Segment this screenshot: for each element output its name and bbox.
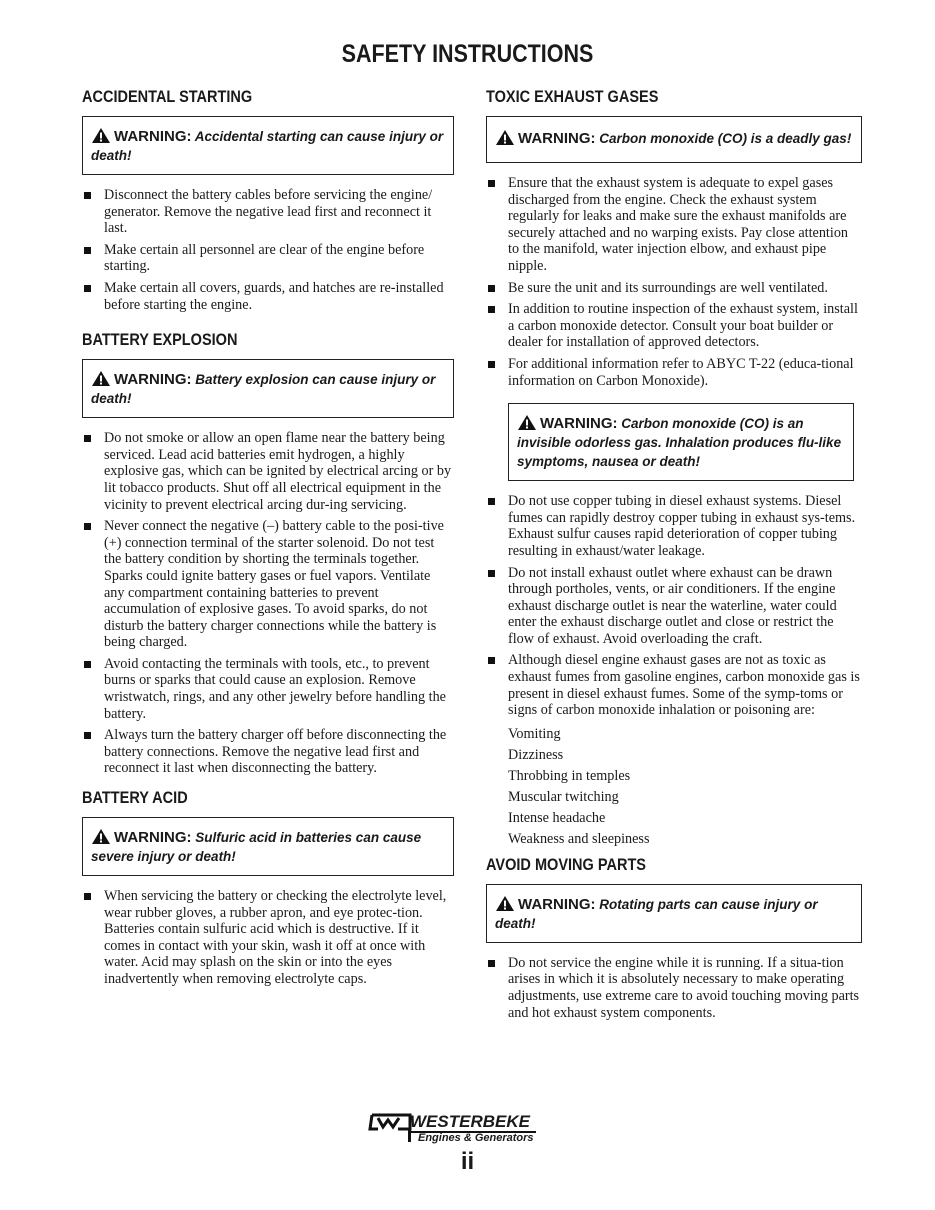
list-item: Do not install exhaust outlet where exhaust can be drawn through portholes, vents, or air conditioners. If the engine exhaust discharge outlet is near the waterline, water could enter the exhaust discharge outlet and close or restrict the flow of exhaust. Avoid overloading the craft.: [486, 565, 862, 648]
bullet-list-battery-acid: [82, 888, 454, 988]
left-column: [82, 88, 454, 993]
warning-box-toxic-exhaust: [486, 116, 862, 163]
warning-box-co-invisible: [508, 403, 854, 481]
list-item: Disconnect the battery cables before servicing the engine/ generator. Remove the negative lead first and reconnect it last.: [82, 187, 454, 237]
westerbeke-logo: [368, 1112, 534, 1147]
list-item: Make certain all covers, guards, and hatches are re-installed before starting the engine.: [82, 280, 454, 313]
page-number: ii: [460, 1148, 475, 1175]
warning-label: WARNING:: [518, 130, 596, 147]
symptom-item: Intense headache: [508, 809, 606, 826]
warning-text: Carbon monoxide (CO) is an invisible odorless gas. Inhalation produces flu-like symptoms, nausea or death!: [517, 416, 842, 470]
section-heading-avoid-moving-parts: AVOID MOVING PARTS: [486, 855, 647, 874]
list-item: Ensure that the exhaust system is adequate to expel gases discharged from the engine. Check the exhaust system regularly for leaks and make sure the exhaust manifolds are securely attached and no warping exists. Pay close attention to the manifold, water injection elbow, and exhaust pipe nipple.: [486, 175, 862, 275]
warning-triangle-icon: [517, 414, 537, 431]
warning-text: Rotating parts can cause injury or death!: [495, 896, 818, 931]
right-column: [486, 88, 862, 1026]
list-item: Be sure the unit and its surroundings are well ventilated.: [486, 280, 862, 297]
warning-box-accidental-starting: [82, 116, 454, 175]
bullet-list-battery-explosion: [82, 430, 454, 777]
warning-label: WARNING:: [114, 128, 192, 145]
warning-triangle-icon: [91, 127, 111, 144]
warning-label: WARNING:: [540, 415, 618, 433]
warning-text: Battery explosion can cause injury or death!: [91, 372, 436, 407]
warning-triangle-icon: [91, 370, 111, 387]
list-item: Do not smoke or allow an open flame near the battery being serviced. Lead acid batteries emit hydrogen, a highly explosive gas, which can be ignited by electrical arcing or by lit tobacco products. Shut off all electrical equipment in the vicinity to prevent electrical arcing dur-ing servicing.: [82, 430, 454, 513]
bullet-list-exhaust-cautions: [486, 493, 862, 719]
list-item: Do not service the engine while it is running. If a situa-tion arises in which it is absolutely necessary to make operating adjustments, use extreme care to avoid touching moving parts and hot exhaust system components.: [486, 955, 862, 1021]
symptom-item: Vomiting: [508, 725, 561, 742]
list-item: Never connect the negative (–) battery cable to the posi-tive (+) connection terminal of the starter solenoid. Do not test the battery condition by shorting the terminals together. Sparks could ignite battery gases or fuel vapors. Ventilate any compartment containing batteries to prevent accumulation of explosive gases. To avoid sparks, do not disturb the battery charger connections while the battery is being charged.: [82, 518, 454, 651]
list-item: Although diesel engine exhaust gases are not as toxic as exhaust fumes from gasoline engines, carbon monoxide gas is present in diesel exhaust fumes. Some of the symp-toms or signs of carbon monoxide inhalation or poisoning are:: [486, 652, 862, 718]
warning-triangle-icon: [495, 129, 515, 146]
section-heading-toxic-exhaust-gases: TOXIC EXHAUST GASES: [486, 88, 659, 106]
list-item: Make certain all personnel are clear of the engine before starting.: [82, 242, 454, 275]
warning-text: Accidental starting can cause injury or death!: [91, 129, 444, 163]
warning-box-battery-explosion: [82, 359, 454, 418]
westerbeke-w-emblem-icon: [368, 1112, 414, 1142]
list-item: Avoid contacting the terminals with tools, etc., to prevent burns or sparks that could cause an explosion. Remove wristwatch, rings, and any other jewelry before handling the battery.: [82, 656, 454, 722]
section-heading-battery-acid: BATTERY ACID: [82, 789, 188, 808]
list-item: When servicing the battery or checking the electrolyte level, wear rubber gloves, a rubber apron, and eye protec-tion. Batteries contain sulfuric acid which is destructive. If it comes in contact with your skin, wash it off at once with water. Acid may splash on the skin or into the eyes inadvertently when removing electrolyte caps.: [82, 888, 454, 988]
brand-name: WESTERBEKE: [410, 1112, 536, 1133]
list-item: Do not use copper tubing in diesel exhaust systems. Diesel fumes can rapidly destroy copper tubing in exhaust sys-tems. Exhaust sulfur causes rapid deterioration of copper tubing resulting in exhaust/water leakage.: [486, 493, 862, 559]
list-item: In addition to routine inspection of the exhaust system, install a carbon monoxide detector. Consult your boat builder or dealer for installation of approved detectors.: [486, 301, 862, 351]
warning-box-moving-parts: [486, 884, 862, 943]
warning-label: WARNING:: [114, 829, 192, 847]
symptom-item: Dizziness: [508, 746, 564, 763]
symptom-item: Weakness and sleepiness: [508, 830, 650, 847]
warning-box-battery-acid: [82, 817, 454, 876]
brand-tagline: Engines & Generators: [418, 1132, 534, 1144]
bullet-list-accidental-starting: [82, 187, 454, 313]
bullet-list-moving-parts: [486, 955, 862, 1021]
page-title: SAFETY INSTRUCTIONS: [341, 40, 594, 68]
warning-triangle-icon: [91, 828, 111, 845]
section-heading-battery-explosion: BATTERY EXPLOSION: [82, 331, 238, 350]
warning-text: Carbon monoxide (CO) is a deadly gas!: [599, 131, 852, 146]
symptom-list: [508, 724, 862, 850]
symptom-item: Throbbing in temples: [508, 767, 631, 784]
bullet-list-toxic-exhaust: [486, 175, 862, 389]
warning-label: WARNING:: [114, 371, 192, 389]
symptom-item: Muscular twitching: [508, 788, 619, 805]
list-item: For additional information refer to ABYC T-22 (educa-tional information on Carbon Monoxide).: [486, 356, 862, 389]
warning-text: Sulfuric acid in batteries can cause severe injury or death!: [91, 830, 422, 865]
list-item: Always turn the battery charger off before disconnecting the battery connections. Remove the negative lead first and reconnect it last when disconnecting the battery.: [82, 727, 454, 777]
warning-label: WARNING:: [518, 895, 596, 913]
warning-triangle-icon: [495, 895, 515, 912]
section-heading-accidental-starting: ACCIDENTAL STARTING: [82, 88, 253, 106]
